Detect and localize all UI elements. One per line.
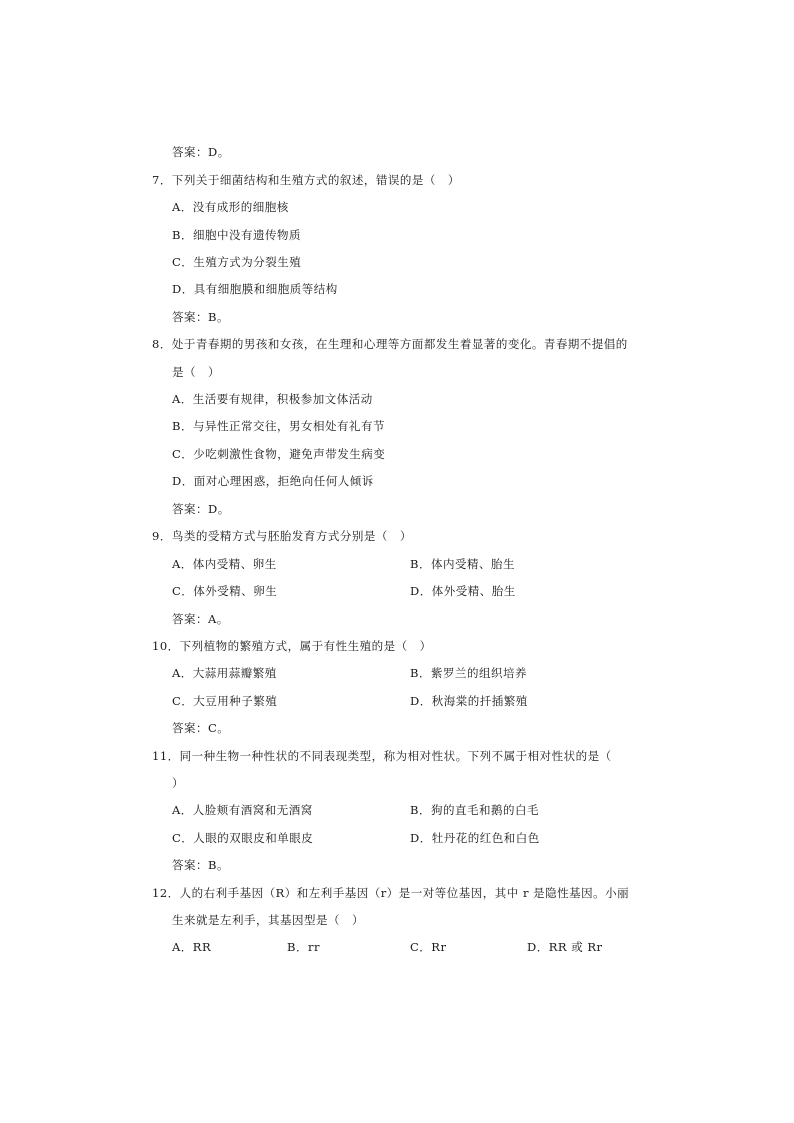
q10-option-a: A．大蒜用蒜瓣繁殖 bbox=[172, 666, 277, 680]
q9-option-b: B．体内受精、胎生 bbox=[410, 557, 515, 571]
q8-option-d: D．面对心理困惑，拒绝向任何人倾诉 bbox=[172, 474, 374, 488]
answer-q6: 答案：D。 bbox=[172, 145, 230, 159]
q11-option-c: C．人眼的双眼皮和单眼皮 bbox=[172, 831, 314, 845]
q7-option-b: B．细胞中没有遗传物质 bbox=[172, 228, 301, 242]
question-11-stem-line2: ） bbox=[172, 776, 184, 790]
answer-q7: 答案：B。 bbox=[172, 310, 229, 324]
q9-option-d: D．体外受精、胎生 bbox=[410, 584, 516, 598]
question-11-stem-line1: 11．同一种生物一种性状的不同表现类型，称为相对性状。下列不属于相对性状的是（ bbox=[152, 749, 612, 763]
question-9-stem: 9．鸟类的受精方式与胚胎发育方式分别是（ ） bbox=[152, 529, 412, 543]
q7-option-c: C．生殖方式为分裂生殖 bbox=[172, 255, 302, 269]
q8-option-c: C．少吃刺激性食物，避免声带发生病变 bbox=[172, 447, 386, 461]
q11-option-d: D．牡丹花的红色和白色 bbox=[410, 831, 540, 845]
question-8-stem-line1: 8．处于青春期的男孩和女孩，在生理和心理等方面都发生着显著的变化。青春期不提倡的 bbox=[152, 337, 628, 351]
q11-option-a: A．人脸颊有酒窝和无酒窝 bbox=[172, 803, 313, 817]
answer-q9: 答案：A。 bbox=[172, 612, 229, 626]
question-12-stem-line2: 生来就是左利手，其基因型是（ ） bbox=[172, 913, 364, 927]
q9-option-a: A．体内受精、卵生 bbox=[172, 557, 277, 571]
q12-option-c: C．Rr bbox=[410, 940, 447, 954]
q12-option-b: B．rr bbox=[287, 940, 320, 954]
q10-option-d: D．秋海棠的扦插繁殖 bbox=[410, 694, 528, 708]
answer-q11: 答案：B。 bbox=[172, 858, 229, 872]
question-10-stem: 10．下列植物的繁殖方式，属于有性生殖的是（ ） bbox=[152, 639, 432, 653]
q10-option-b: B．紫罗兰的组织培养 bbox=[410, 666, 527, 680]
q7-option-d: D．具有细胞膜和细胞质等结构 bbox=[172, 282, 338, 296]
question-8-stem-line2: 是（ ） bbox=[172, 365, 220, 379]
q10-option-c: C．大豆用种子繁殖 bbox=[172, 694, 278, 708]
q12-option-d: D．RR 或 Rr bbox=[527, 940, 603, 954]
q12-option-a: A．RR bbox=[172, 940, 212, 954]
answer-q8: 答案：D。 bbox=[172, 502, 230, 516]
q8-option-a: A．生活要有规律，积极参加文体活动 bbox=[172, 392, 373, 406]
q7-option-a: A．没有成形的细胞核 bbox=[172, 200, 289, 214]
q11-option-b: B．狗的直毛和鹅的白毛 bbox=[410, 803, 539, 817]
q8-option-b: B．与异性正常交往，男女相处有礼有节 bbox=[172, 419, 385, 433]
question-7-stem: 7．下列关于细菌结构和生殖方式的叙述，错误的是（ ） bbox=[152, 173, 460, 187]
question-12-stem-line1: 12．人的右利手基因（R）和左利手基因（r）是一对等位基因，其中 r 是隐性基因。小丽 bbox=[152, 886, 630, 900]
answer-q10: 答案：C。 bbox=[172, 721, 230, 735]
q9-option-c: C．体外受精、卵生 bbox=[172, 584, 278, 598]
